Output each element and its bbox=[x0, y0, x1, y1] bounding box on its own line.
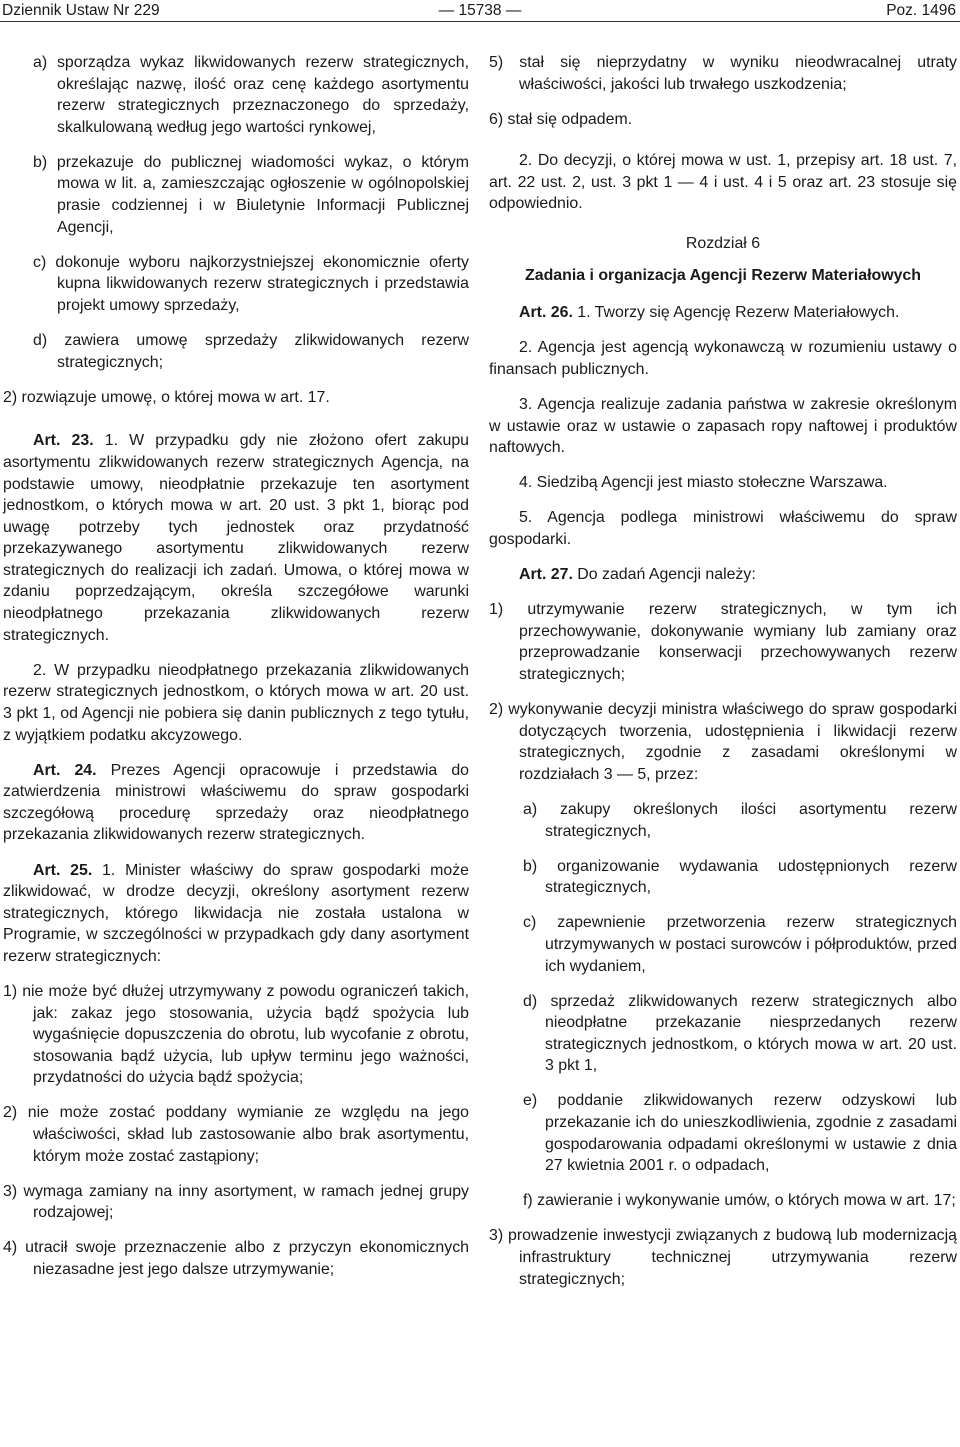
left-column bbox=[3, 52, 469, 1294]
position-number: Poz. 1496 bbox=[886, 2, 956, 19]
art23-label: Art. 23. bbox=[33, 432, 94, 450]
item-a: a) sporządza wykaz likwidowanych rezerw strategicznych, określając nazwę, ilość oraz cenę każdego asortymentu rezerw strategicznych przeznaczonego do sprzedaży, skalkulowaną według jego wartości rynkowej, bbox=[33, 54, 469, 136]
task-2: 2) wykonywanie decyzji ministra właściwego do spraw gospodarki dotyczących tworzenia, udostępnienia i likwidacji rezerw strategicznych, zgodnie z zasadami określonymi w rozdziałach 3 — 5, przez: bbox=[489, 701, 957, 783]
task-1: 1) utrzymywanie rezerw strategicznych, w tym ich przechowywanie, dokonywanie wymiany lub zamiany oraz przeprowadzanie konserwacji przechowywanych rezerw strategicznych; bbox=[489, 601, 957, 683]
art25-para1 bbox=[3, 860, 469, 968]
art24-text: Prezes Agencji opracowuje i przedstawia do zatwierdzenia ministrowi właściwemu do spraw gospodarki szczegółową procedurę sprzedaży oraz nieodpłatnego przekazania zlikwidowanych rezerw strategicznych. bbox=[3, 761, 470, 844]
task-2e: e) poddanie zlikwidowanych rezerw odzyskowi lub przekazanie ich do unieszkodliwienia, zgodnie z zasadami gospodarowania odpadami określonymi w ustawie z dnia 27 kwietnia 2001 r. o odpadach, bbox=[523, 1092, 957, 1175]
item-d: d) zawiera umowę sprzedaży zlikwidowanych rezerw strategicznych; bbox=[33, 332, 469, 371]
art27-para bbox=[489, 564, 957, 586]
art25-item-2: 2) nie może zostać poddany wymianie ze względu na jego właściwości, skład lub zastosowanie albo brak asortymentu, którym może zostać zastąpiony; bbox=[3, 1104, 469, 1165]
task-2d: d) sprzedaż zlikwidowanych rezerw strategicznych albo nieodpłatne przekazanie niesprzedanych rezerw strategicznych jednostkom, o których mowa w art. 20 ust. 3 pkt 1, bbox=[523, 992, 957, 1075]
art25-label: Art. 25. bbox=[33, 861, 93, 879]
art26-para1 bbox=[489, 302, 957, 324]
art25-text1: 1. Minister właściwy do spraw gospodarki może zlikwidować, w drodze decyzji, określony asortyment rezerw strategicznych, którego likwidacja nie została ustalona w Programie, w szczególności w przypadkach gdy dany asortyment rezerw strategicznych: bbox=[3, 861, 469, 965]
task-2f: f) zawieranie i wykonywanie umów, o których mowa w art. 17; bbox=[523, 1192, 956, 1210]
chapter-heading: Rozdział 6 bbox=[685, 235, 761, 253]
page-number: — 15738 — bbox=[438, 2, 522, 19]
task-2c: c) zapewnienie przetworzenia rezerw strategicznych utrzymywanych w postaci surowców i półproduktów, przed ich wydaniem, bbox=[523, 914, 957, 975]
art26-para4: 4. Siedzibą Agencji jest miasto stołeczne Warszawa. bbox=[519, 474, 888, 492]
art23-text1: 1. W przypadku gdy nie złożono ofert zakupu asortymentu zlikwidowanych rezerw strategicznych Agencja, na podstawie umowy, nieodpłatnie przekazuje ten asortyment jednostkom, o których mowa w art. 20 ust. 3 pkt 1, biorąc pod uwagę potrzeby tych jednostek oraz przydatność przekazywanego asortymentu zlikwidowanych rezerw strategicznych do realizacji ich zadań. Umowa, o której mowa w zdaniu poprzedzającym, określa szczegółowe warunki nieodpłatnego przekazania zlikwidowanych rezerw strategicznych. bbox=[3, 432, 470, 644]
art26-para3: 3. Agencja realizuje zadania państwa w zakresie określonym w ustawie oraz w ustawie o zapasach ropy naftowej i produktów naftowych. bbox=[489, 396, 957, 457]
right-column bbox=[489, 52, 957, 1304]
art26-text1: 1. Tworzy się Agencję Rezerw Materiałowych. bbox=[577, 304, 900, 322]
art27-label: Art. 27. bbox=[519, 566, 573, 584]
item-c: c) dokonuje wyboru najkorzystniejszej ekonomicznie oferty kupna likwidowanych rezerw strategicznych i przedstawia projekt umowy sprzedaży, bbox=[33, 253, 469, 314]
art23-para2: 2. W przypadku nieodpłatnego przekazania zlikwidowanych rezerw strategicznych jednostkom, o których mowa w art. 20 ust. 3 pkt 1, od Agencji nie pobiera się danin publicznych z tego tytułu, z wyjątkiem podatku akcyzowego. bbox=[3, 661, 469, 744]
task-3: 3) prowadzenie inwestycji związanych z budową lub modernizacją infrastruktury technicznej utrzymywania rezerw strategicznych; bbox=[489, 1227, 957, 1288]
art27-text: Do zadań Agencji należy: bbox=[577, 566, 756, 584]
task-2b: b) organizowanie wydawania udostępnionych rezerw strategicznych, bbox=[523, 857, 957, 897]
header-rule bbox=[0, 21, 960, 22]
journal-title: Dziennik Ustaw Nr 229 bbox=[2, 2, 160, 19]
art25-item-5: 5) stał się nieprzydatny w wyniku nieodwracalnej utraty właściwości, jakości lub trwałego uszkodzenia; bbox=[489, 54, 957, 93]
task-2a: a) zakupy określonych ilości asortymentu rezerw strategicznych, bbox=[523, 800, 957, 840]
art26-para2: 2. Agencja jest agencją wykonawczą w rozumieniu ustawy o finansach publicznych. bbox=[489, 339, 957, 378]
art24-para bbox=[3, 760, 469, 846]
art26-para5: 5. Agencja podlega ministrowi właściwemu do spraw gospodarki. bbox=[489, 509, 957, 548]
art25-para2: 2. Do decyzji, o której mowa w ust. 1, przepisy art. 18 ust. 7, art. 22 ust. 2, ust. 3 pkt 1 — 4 i ust. 4 i 5 oraz art. 23 stosuje się odpowiednio. bbox=[489, 152, 957, 213]
point-2: 2) rozwiązuje umowę, o której mowa w art. 17. bbox=[3, 388, 330, 406]
art25-item-6: 6) stał się odpadem. bbox=[489, 110, 633, 128]
art23-para1 bbox=[3, 430, 469, 646]
chapter-title: Zadania i organizacja Agencji Rezerw Materiałowych bbox=[525, 266, 921, 284]
item-b: b) przekazuje do publicznej wiadomości wykaz, o którym mowa w lit. a, zamieszczając ogłoszenie w ogólnopolskiej prasie codziennej i w Biuletynie Informacji Publicznej Agencji, bbox=[33, 153, 469, 236]
art25-item-4: 4) utracił swoje przeznaczenie albo z przyczyn ekonomicznych niezasadne jest jego dalsze utrzymywanie; bbox=[3, 1239, 469, 1278]
art26-label: Art. 26. bbox=[519, 304, 573, 322]
page-header bbox=[0, 0, 960, 22]
art24-label: Art. 24. bbox=[33, 761, 97, 779]
art25-item-1: 1) nie może być dłużej utrzymywany z powodu ograniczeń takich, jak: zakaz jego stosowania, użycia bądź spożycia lub wygaśnięcie dopuszczenia do obrotu, lub wycofanie z obrotu, stosowania bądź użycia, lub upływ terminu jego ważności, przydatności do użycia bądź spożycia; bbox=[3, 982, 469, 1087]
art25-item-3: 3) wymaga zamiany na inny asortyment, w ramach jednej grupy rodzajowej; bbox=[3, 1182, 469, 1222]
